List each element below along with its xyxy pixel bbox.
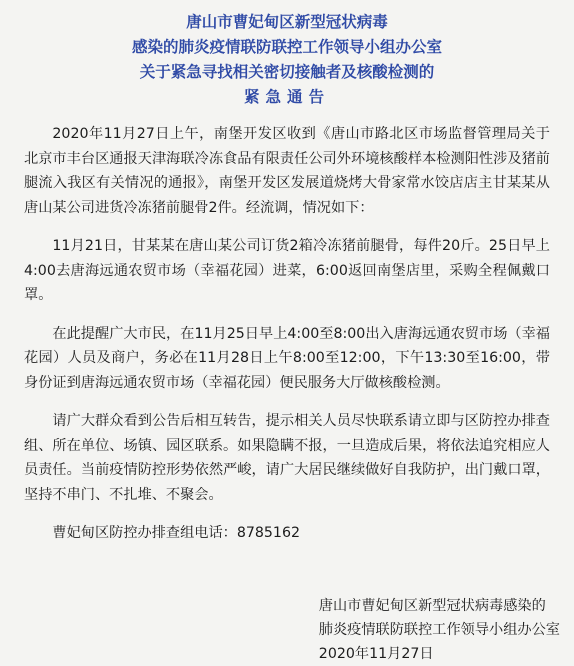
title-line-1: 唐山市曹妃甸区新型冠状病毒 [186, 13, 388, 31]
title-line-4: 紧急通告 [243, 88, 330, 106]
paragraph-3: 在此提醒广大市民，在11月25日早上4:00至8:00出入唐海远通农贸市场（幸福花园）人员及商户，务必在11月28日上午8:00至12:00，下午13:30至16:00，带身份证到唐海远通农贸市场（幸福花园）便民服务大厅做核酸检测。 [24, 325, 550, 391]
title-line-2: 感染的肺炎疫情联防联控工作领导小组办公室 [131, 38, 442, 56]
contact-phone: 曹妃甸区防控办排查组电话：8785162 [52, 525, 301, 541]
signature-date: 2020年11月27日 [318, 646, 434, 662]
paragraph-2: 11月21日，甘某某在唐山某公司订货2箱冷冻猪前腿骨，每件20斤。25日早上4:00去唐海远通农贸市场（幸福花园）进菜，6:00返回南堡店里，采购全程佩戴口罩。 [24, 238, 550, 303]
paragraph-1: 2020年11月27日上午，南堡开发区收到《唐山市路北区市场监督管理局关于北京市丰台区通报天津海联冷冻食品有限责任公司外环境核酸样本检测阳性涉及猪前腿流入我区有关情况的通报》，南堡开发区发展道烧烤大骨家常水饺店店主甘某某从唐山某公司进货冷冻猪前腿骨2件。经流调，情况如下： [24, 126, 550, 216]
signature-line-1: 唐山市曹妃甸区新型冠状病毒感染的 [318, 598, 546, 614]
signature-block [319, 594, 560, 666]
notice-title [24, 10, 550, 110]
title-line-3: 关于紧急寻找相关密切接触者及核酸检测的 [139, 63, 435, 81]
signature-line-2: 肺炎疫情联防联控工作领导小组办公室 [318, 622, 560, 638]
paragraph-4: 请广大群众看到公告后相互转告，提示相关人员尽快联系请立即与区防控办排查组、所在单位、场镇、园区联系。如果隐瞒不报，一旦造成后果，将依法追究相应人员责任。当前疫情防控形势依然严峻，请广大居民继续做好自我防护，出门戴口罩，坚持不串门、不扎堆、不聚会。 [24, 413, 550, 503]
notice-body [24, 122, 550, 546]
